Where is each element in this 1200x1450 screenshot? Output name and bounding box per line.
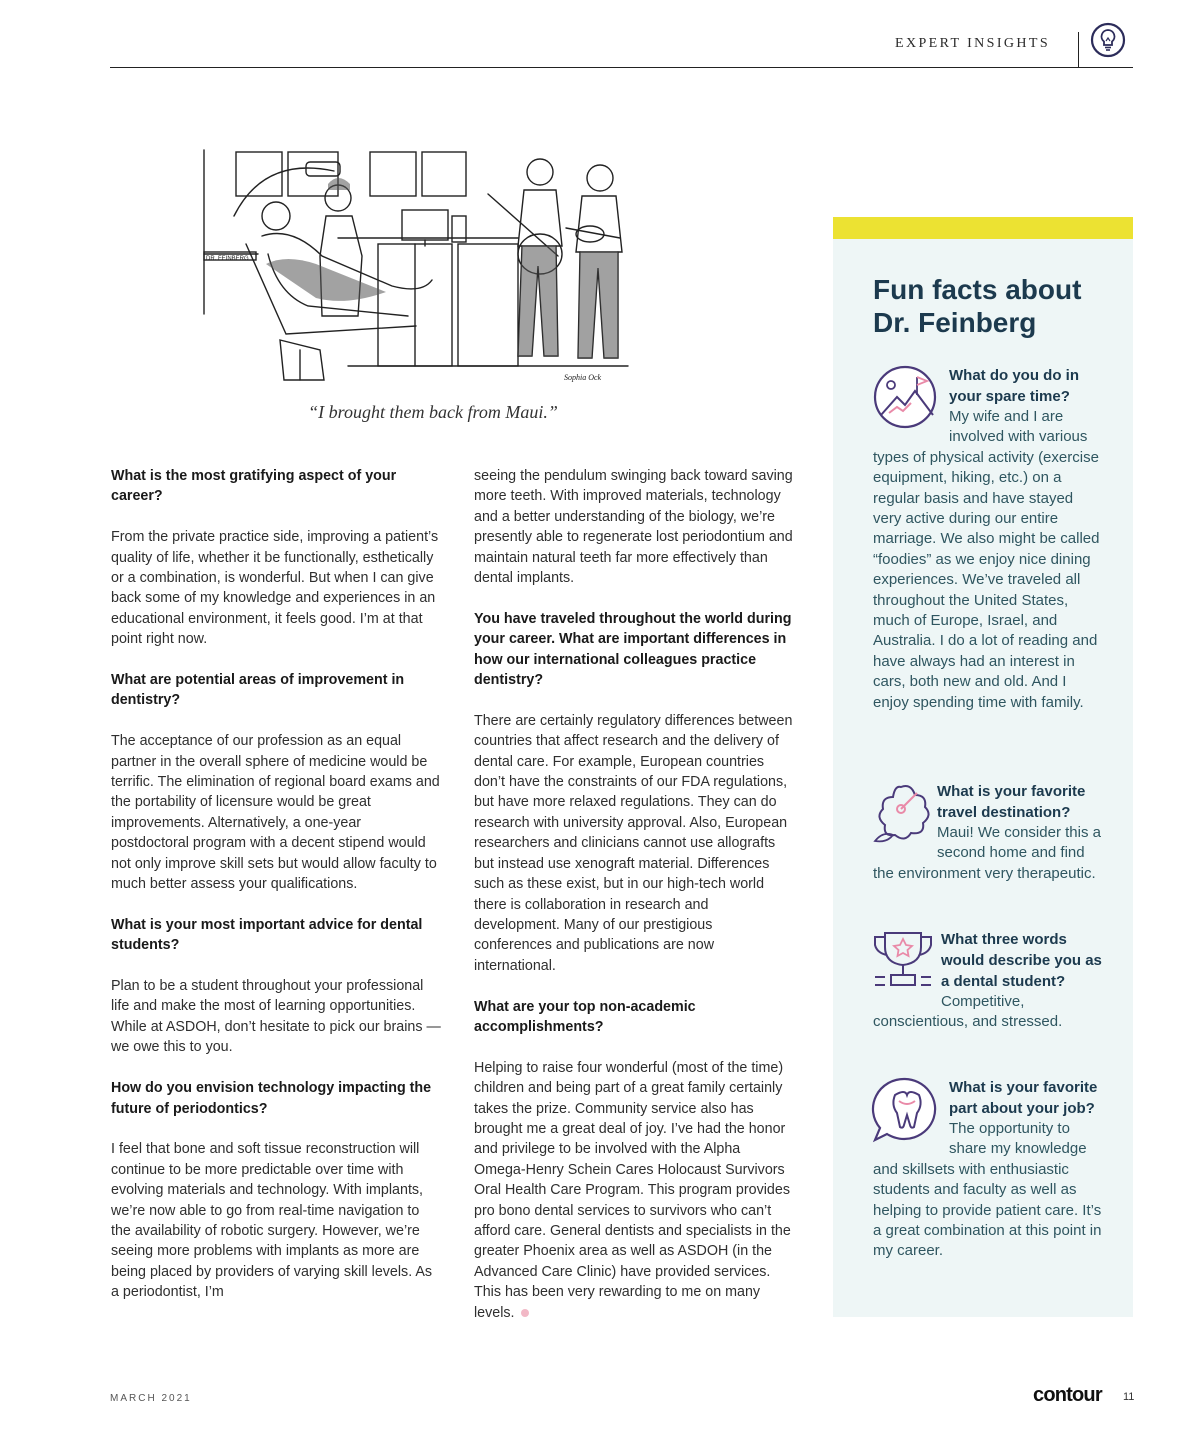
- sidebar-title: Fun facts about Dr. Feinberg: [873, 274, 1082, 338]
- fact-answer: Maui! We consider this a second home and find the environment very therapeutic.: [873, 824, 1101, 882]
- sidebar-accent-bar: [833, 217, 1133, 239]
- fact-answer: The opportunity to share my knowledge and skillsets with enthusiastic students and faculty as well as helping to provide patient care. It’s a great combination at this point in my career.: [873, 1120, 1102, 1260]
- section-title: EXPERT INSIGHTS: [895, 36, 1051, 51]
- end-mark-icon: [521, 1309, 529, 1317]
- paragraph-text: What is the most gratifying aspect of your career?: [111, 468, 397, 505]
- paragraph-text: What are potential areas of improvement in dentistry?: [111, 672, 405, 709]
- interview-question: [111, 915, 441, 956]
- interview-answer: [111, 731, 441, 894]
- interview-question: [111, 1078, 441, 1119]
- paragraph-text: How do you envision technology impacting the future of periodontics?: [111, 1080, 432, 1117]
- paragraph-text: Plan to be a student throughout your professional life and make the most of learning opportunities. While at ASDOH, don’t hesitate to pick our brains — we owe this to you.: [111, 978, 441, 1056]
- interview-question: [474, 609, 794, 691]
- fact-answer: Competitive, conscientious, and stressed.: [873, 993, 1063, 1031]
- interview-question: [111, 466, 441, 507]
- article-column-left: [111, 466, 441, 1323]
- paragraph-text: You have traveled throughout the world during your career. What are important differences in how our international colleagues practice dentistry?: [474, 610, 792, 689]
- article-column-middle: [474, 466, 794, 1343]
- artist-signature: Sophia Ock: [564, 373, 602, 382]
- interview-answer: [111, 976, 441, 1058]
- paragraph-text: What are your top non-academic accomplishments?: [474, 998, 696, 1035]
- paragraph-text: The acceptance of our profession as an equal partner in the overall sphere of medicine would be terrific. The elimination of regional board exams and the portability of licensure would be great improvements. Alternatively, a one-year postdoctoral program with a decent stipend would not only improve skill sets but would allow faculty to much better assess your qualifications.: [111, 733, 440, 893]
- page-number: 11: [1123, 1391, 1135, 1403]
- cartoon-illustration: [188, 144, 644, 394]
- fact-answer: My wife and I are involved with various types of physical activity (exercise equipment, hiking, etc.) on a regular basis and have stayed very active during our entire marriage. We also might be called “foodies” as we enjoy nice dining experiences. We’ve traveled all throughout the United States, much of Europe, Israel, and Australia. I do a lot of reading and have always had an interest in cars, both new and old. And I enjoy spending time with family.: [873, 408, 1100, 711]
- header-divider: [1078, 32, 1079, 68]
- fact-spare-time: [873, 365, 1105, 713]
- fact-travel-destination: [873, 781, 1105, 884]
- fact-question: What is your favorite travel destination?: [937, 783, 1086, 821]
- issue-date: MARCH 2021: [110, 1393, 192, 1404]
- interview-answer: [111, 1139, 441, 1302]
- interview-question: [474, 997, 794, 1038]
- fact-question: What do you do in your spare time?: [949, 367, 1079, 405]
- paragraph-text: There are certainly regulatory differences between countries that affect research and the delivery of dental care. For example, European countries don’t have the constraints of our FDA regulations, but have more relaxed regulations. They can do research with university approval. Also, European researchers and clinicians cannot use allografts but instead use xenograft material. Differences such as these exist, but in our high-tech world there is collaboration in research and development. Many of our prestigious conferences and publications are now international.: [474, 712, 793, 974]
- cartoon-caption: “I brought them back from Maui.”: [308, 402, 558, 422]
- interview-answer: [111, 527, 441, 649]
- interview-answer: [474, 1058, 794, 1323]
- mountain-hiking-icon: [871, 365, 943, 431]
- hibiscus-flower-icon: [871, 781, 931, 843]
- paragraph-text: What is your most important advice for dental students?: [111, 916, 423, 954]
- fact-question: What is your favorite part about your job?: [949, 1079, 1098, 1117]
- tooth-speech-bubble-icon: [871, 1077, 943, 1145]
- trophy-icon: [871, 929, 935, 989]
- paragraph-text: From the private practice side, improving a patient’s quality of life, whether it be functionally, esthetically or a combination, is wonderful. But when I can give back some of my knowledge and experiences in an educational environment, it feels good. I’m at that point right now.: [111, 529, 439, 648]
- paragraph-text: I feel that bone and soft tissue reconstruction will continue to be more predictable over time with evolving materials and technology. With implants, we’re now able to go from real-time navigation to the availability of robotic surgery. However, we’re seeing more problems with implants as more are being placed by providers of varying skill levels. As a periodontist, I’m: [111, 1141, 433, 1301]
- chair-label: DR. FEINBERG: [206, 256, 249, 262]
- interview-answer: [474, 466, 794, 588]
- interview-answer: [474, 711, 794, 976]
- fact-question: What three words would describe you as a dental student?: [941, 931, 1102, 990]
- fact-favorite-part: [873, 1077, 1105, 1262]
- lightbulb-icon: [1090, 22, 1126, 58]
- magazine-logo: contour: [1033, 1384, 1102, 1406]
- paragraph-text: seeing the pendulum swinging back toward saving more teeth. With improved materials, technology and a better understanding of the biology, we’re presently able to regenerate lost periodontium and maintain natural teeth far more effectively than dental implants.: [474, 468, 793, 587]
- paragraph-text: Helping to raise four wonderful (most of the time) children and being part of a great family certainly takes the prize. Community service also has brought me a great deal of joy. I’ve had the honor and privilege to be involved with the Alpha Omega-Henry Schein Cares Holocaust Survivors Oral Health Care Program. This program provides pro bono dental services to survivors who can’t afford care. General dentists and specialists in the greater Phoenix area as well as ASDOH (in the Advanced Care Clinic) have provided services. This has been very rewarding to me on many levels.: [474, 1059, 791, 1321]
- fact-dental-student: [873, 929, 1105, 1033]
- interview-question: [111, 670, 441, 711]
- header-rule: [110, 67, 1133, 68]
- fun-facts-sidebar: [833, 217, 1133, 1317]
